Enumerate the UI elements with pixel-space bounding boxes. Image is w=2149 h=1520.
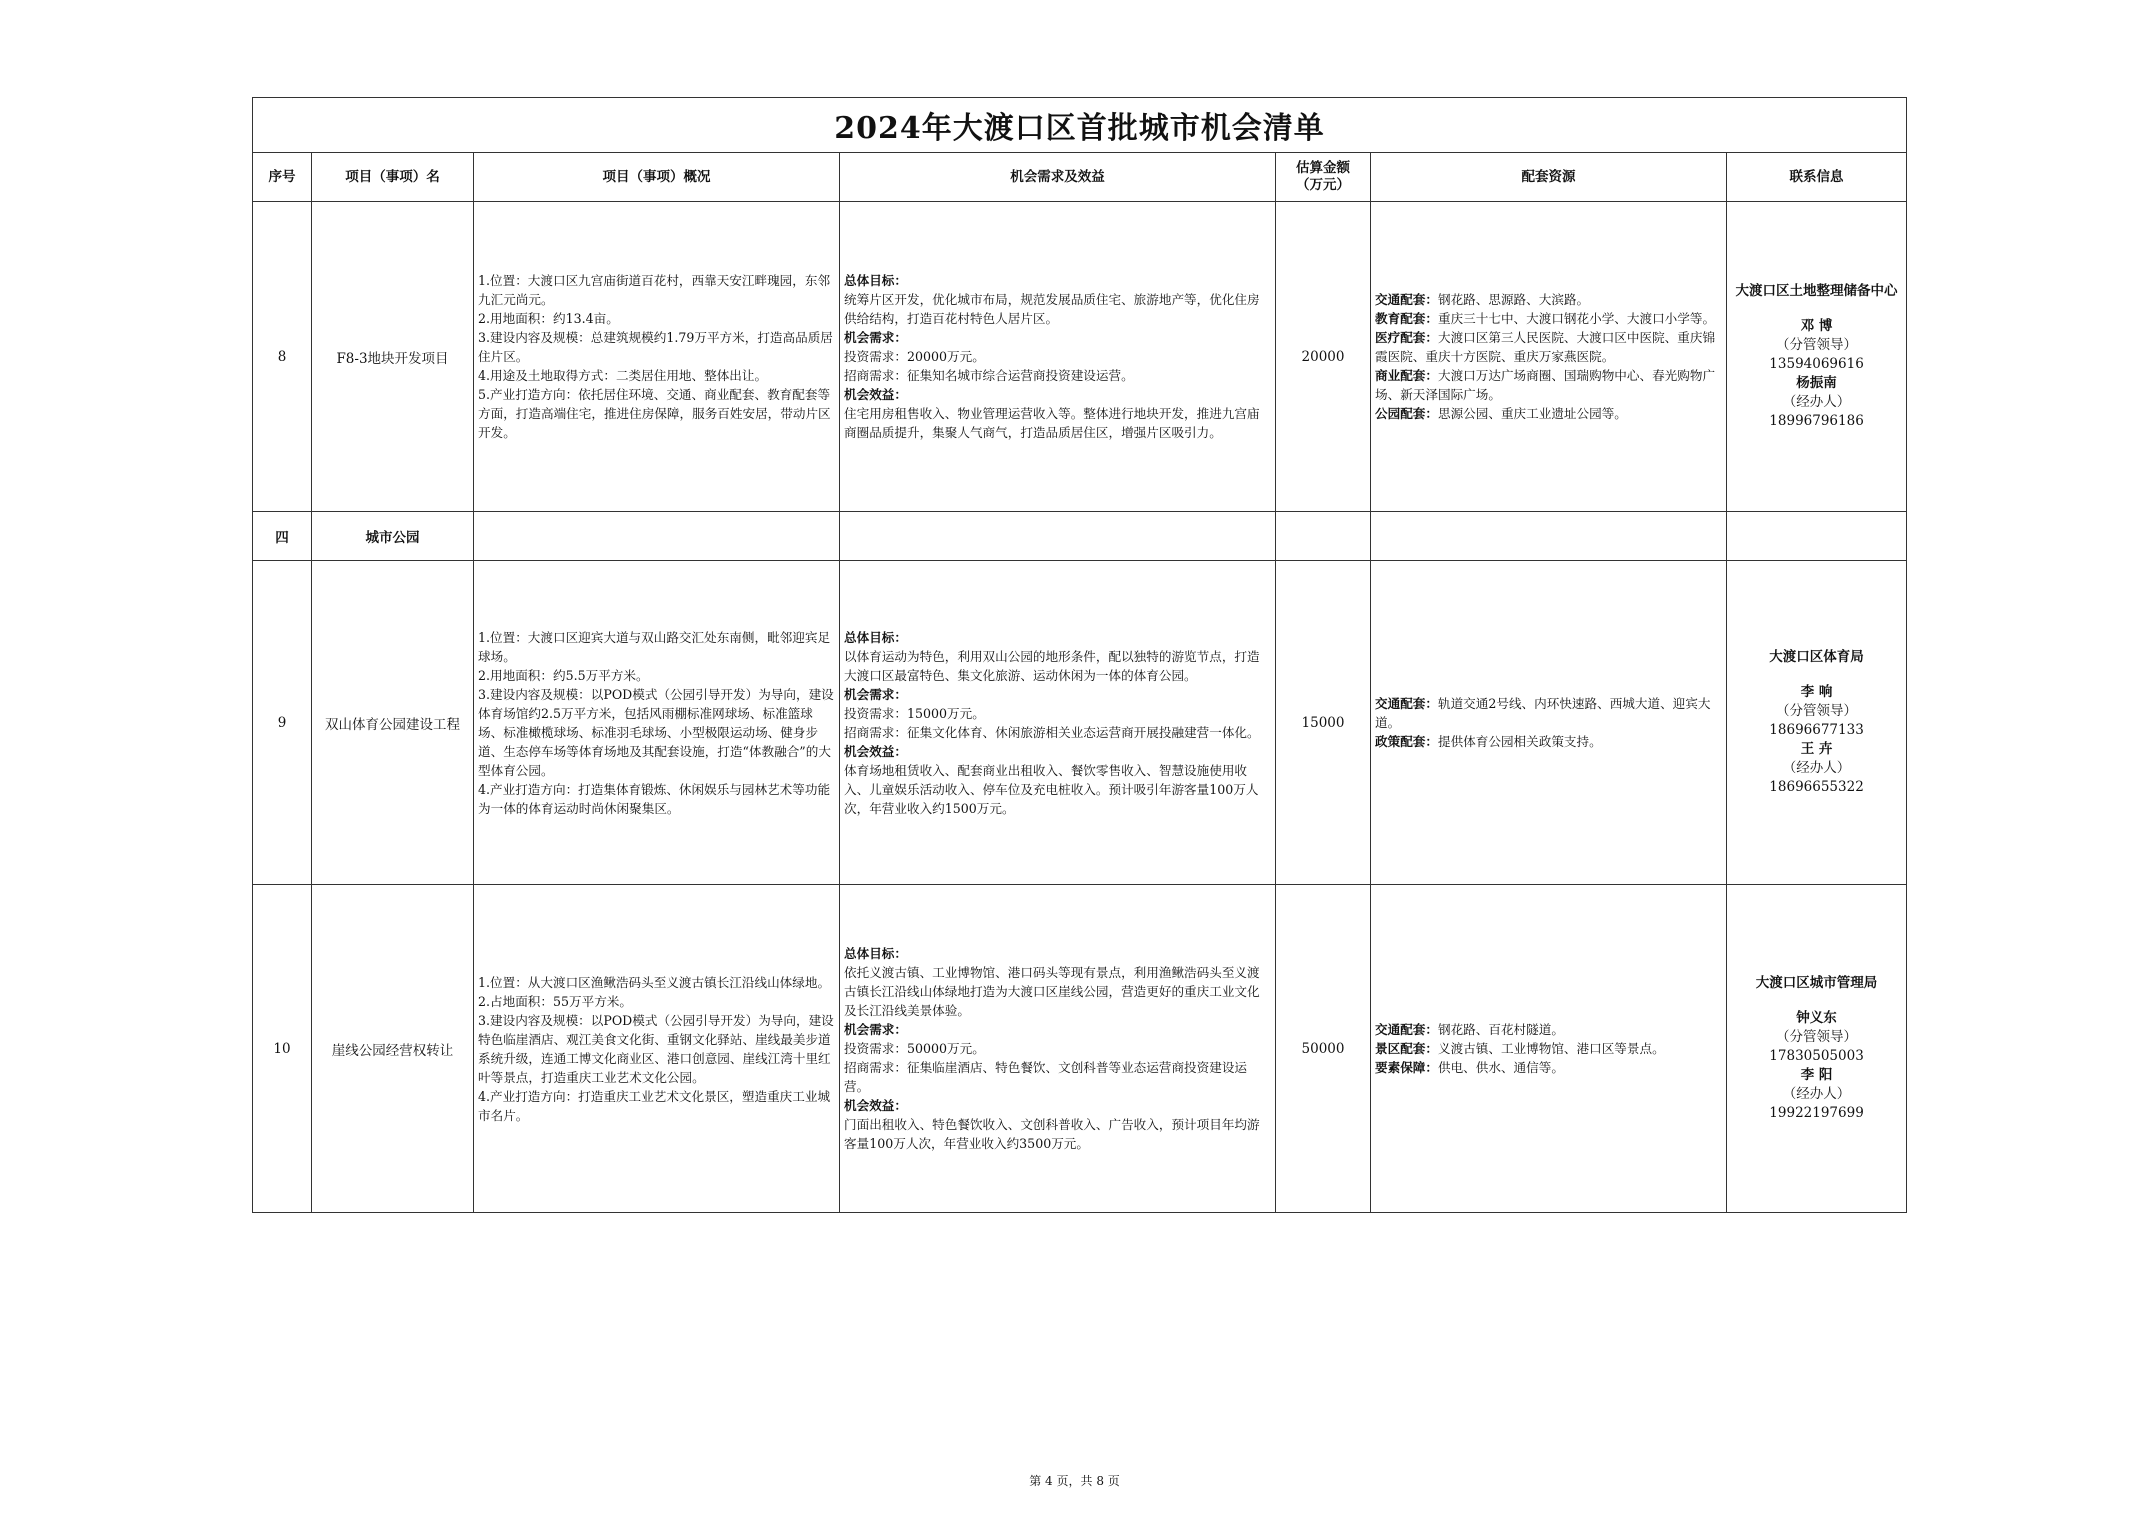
supporting-resources: 交通配套：轨道交通2号线、内环快速路、西城大道、迎宾大道。 政策配套：提供体育公园相关政策支持。 bbox=[1371, 561, 1727, 885]
estimated-amount: 15000 bbox=[1276, 561, 1371, 885]
header-amount: 估算金额 （万元） bbox=[1276, 153, 1371, 202]
table-header-row bbox=[253, 153, 1907, 202]
section-name: 城市公园 bbox=[312, 512, 474, 561]
opportunity-needs: 总体目标： 统筹片区开发，优化城市布局，规范发展品质住宅、旅游地产等，优化住房供给结构，打造百花村特色人居片区。 机会需求： 投资需求：20000万元。 招商需求：征集知名城市综合运营商投资建设运营。 机会效益： 住宅用房租售收入、物业管理运营收入等。整体进行地块开发，推进九宫庙商圈品质提升，集聚人气商气，打造品质居住区，增强片区吸引力。 bbox=[840, 202, 1276, 512]
page-title: 2024年大渡口区首批城市机会清单 bbox=[253, 98, 1907, 153]
row-number: 9 bbox=[253, 561, 312, 885]
table-row bbox=[253, 561, 1907, 885]
project-name: F8-3地块开发项目 bbox=[312, 202, 474, 512]
estimated-amount: 20000 bbox=[1276, 202, 1371, 512]
header-resources: 配套资源 bbox=[1371, 153, 1727, 202]
table-row bbox=[253, 885, 1907, 1213]
section-row bbox=[253, 512, 1907, 561]
header-contact: 联系信息 bbox=[1727, 153, 1907, 202]
opportunity-needs: 总体目标： 依托义渡古镇、工业博物馆、港口码头等现有景点，利用渔鳅浩码头至义渡古镇长江沿线山体绿地打造为大渡口区崖线公园，营造更好的重庆工业文化及长江沿线美景体验。 机会需求： 投资需求：50000万元。 招商需求：征集临崖酒店、特色餐饮、文创科普等业态运营商投资建设运营。 机会效益： 门面出租收入、特色餐饮收入、文创科普收入、广告收入，预计项目年均游客量100万人次，年营业收入约3500万元。 bbox=[840, 885, 1276, 1213]
header-needs: 机会需求及效益 bbox=[840, 153, 1276, 202]
opportunity-needs: 总体目标： 以体育运动为特色，利用双山公园的地形条件，配以独特的游览节点，打造大渡口区最富特色、集文化旅游、运动休闲为一体的体育公园。 机会需求： 投资需求：15000万元。 招商需求：征集文化体育、休闲旅游相关业态运营商开展投融建营一体化。 机会效益： 体育场地租赁收入、配套商业出租收入、餐饮零售收入、智慧设施使用收入、儿童娱乐活动收入、停车位及充电桩收入。预计吸引年游客量100万人次，年营业收入约1500万元。 bbox=[840, 561, 1276, 885]
contact-info: 大渡口区土地整理储备中心 邓 博 （分管领导） 13594069616 杨振南 （经办人） 18996796186 bbox=[1727, 202, 1907, 512]
row-number: 10 bbox=[253, 885, 312, 1213]
header-name: 项目（事项）名 bbox=[312, 153, 474, 202]
table-row bbox=[253, 202, 1907, 512]
opportunity-list-sheet bbox=[252, 97, 1906, 1213]
page-footer: 第 4 页，共 8 页 bbox=[1029, 1474, 1120, 1488]
header-no: 序号 bbox=[253, 153, 312, 202]
project-name: 双山体育公园建设工程 bbox=[312, 561, 474, 885]
contact-info: 大渡口区城市管理局 钟义东 （分管领导） 17830505003 李 阳 （经办人） 19922197699 bbox=[1727, 885, 1907, 1213]
project-overview: 1.位置：大渡口区九宫庙街道百花村，西靠天安江畔瑰园，东邻九汇元尚元。 2.用地面积：约13.4亩。 3.建设内容及规模：总建筑规模约1.79万平方米，打造高品质居住片区。 4.用途及土地取得方式：二类居住用地、整体出让。 5.产业打造方向：依托居住环境、交通、商业配套、教育配套等方面，打造高端住宅，推进住房保障，服务百姓安居，带动片区开发。 bbox=[474, 202, 840, 512]
opportunity-table bbox=[252, 97, 1907, 1213]
project-name: 崖线公园经营权转让 bbox=[312, 885, 474, 1213]
project-overview: 1.位置：大渡口区迎宾大道与双山路交汇处东南侧，毗邻迎宾足球场。 2.用地面积：约5.5万平方米。 3.建设内容及规模：以POD模式（公园引导开发）为导向，建设体育场馆约2.5万平方米，包括风雨棚标准网球场、标准篮球场、标准橄榄球场、标准羽毛球场、小型极限运动场、健身步道、生态停车场等体育场地及其配套设施，打造“体教融合”的大型体育公园。 4.产业打造方向：打造集体育锻炼、休闲娱乐与园林艺术等功能为一体的体育运动时尚休闲聚集区。 bbox=[474, 561, 840, 885]
section-number: 四 bbox=[253, 512, 312, 561]
header-overview: 项目（事项）概况 bbox=[474, 153, 840, 202]
contact-info: 大渡口区体育局 李 响 （分管领导） 18696677133 王 卉 （经办人） 18696655322 bbox=[1727, 561, 1907, 885]
estimated-amount: 50000 bbox=[1276, 885, 1371, 1213]
supporting-resources: 交通配套：钢花路、百花村隧道。 景区配套：义渡古镇、工业博物馆、港口区等景点。 要素保障：供电、供水、通信等。 bbox=[1371, 885, 1727, 1213]
project-overview: 1.位置：从大渡口区渔鳅浩码头至义渡古镇长江沿线山体绿地。 2.占地面积：55万平方米。 3.建设内容及规模：以POD模式（公园引导开发）为导向，建设特色临崖酒店、观江美食文化街、重钢文化驿站、崖线最美步道系统升级，连通工博文化商业区、港口创意园、崖线江湾十里红叶等景点，打造重庆工业艺术文化公园。 4.产业打造方向：打造重庆工业艺术文化景区，塑造重庆工业城市名片。 bbox=[474, 885, 840, 1213]
supporting-resources: 交通配套：钢花路、思源路、大滨路。 教育配套：重庆三十七中、大渡口钢花小学、大渡口小学等。 医疗配套：大渡口区第三人民医院、大渡口区中医院、重庆锦霞医院、重庆十方医院、重庆万家燕医院。 商业配套：大渡口万达广场商圈、国瑞购物中心、春光购物广场、新天泽国际广场。 公园配套：思源公园、重庆工业遗址公园等。 bbox=[1371, 202, 1727, 512]
row-number: 8 bbox=[253, 202, 312, 512]
